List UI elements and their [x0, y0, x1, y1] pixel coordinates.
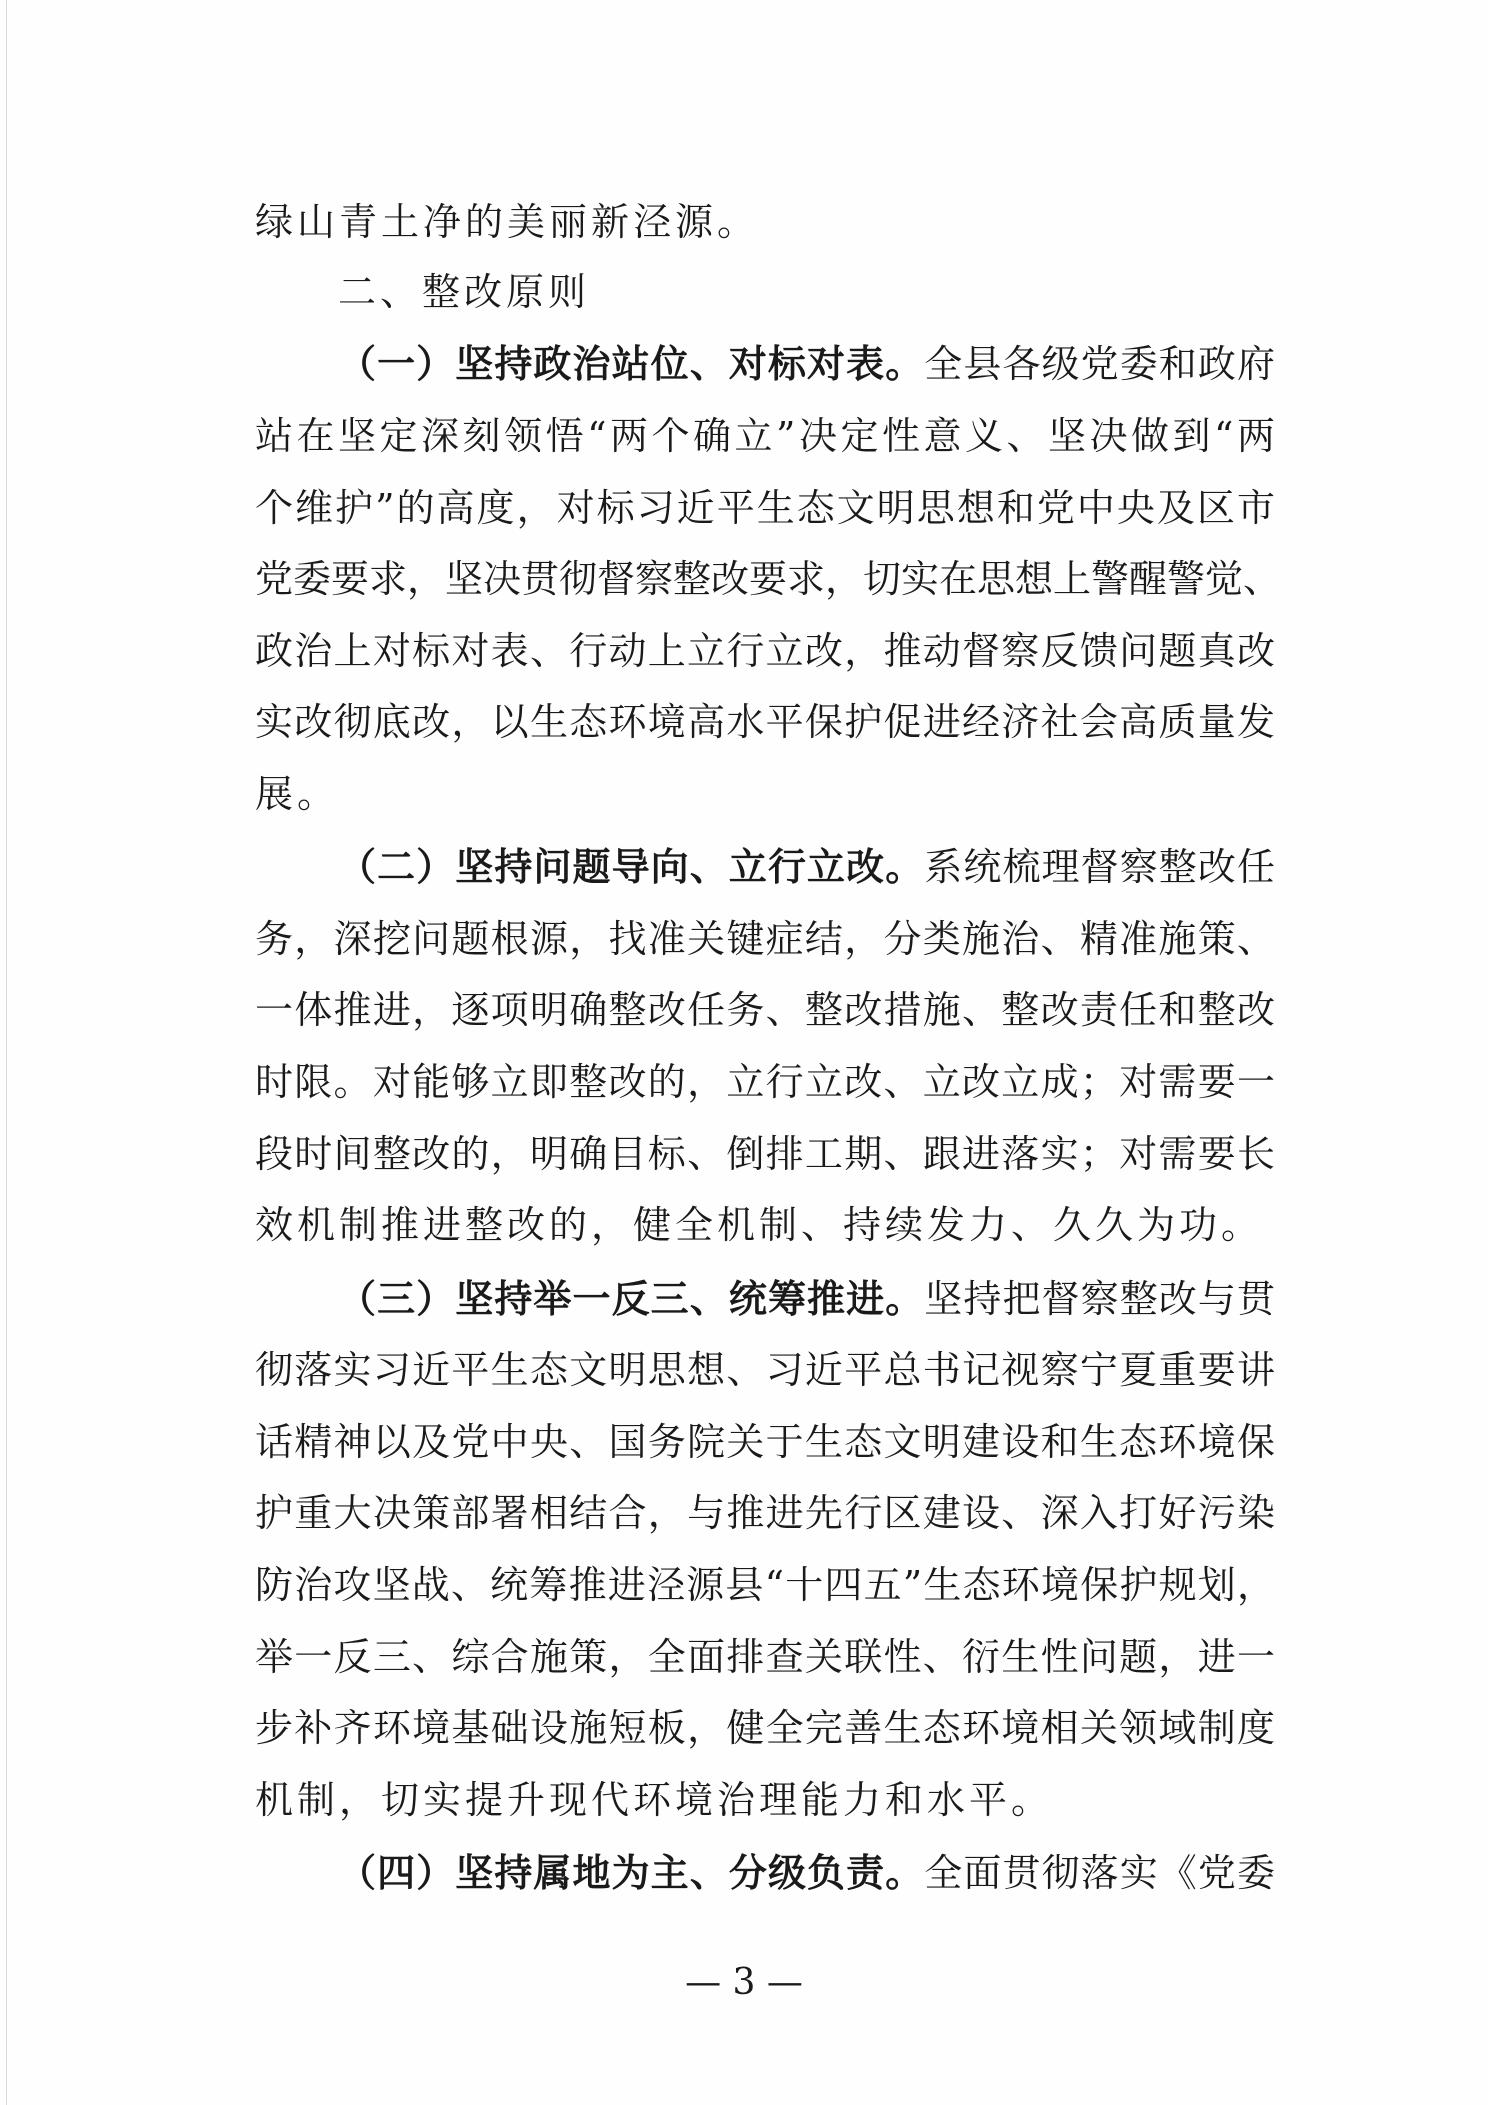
text-line: 政治上对标对表、行动上立行立改，推动督察反馈问题真改 — [255, 629, 1275, 673]
text-line: 彻落实习近平生态文明思想、习近平总书记视察宁夏重要讲 — [255, 1348, 1275, 1392]
bold-heading: （三）坚持举一反三、统筹推进。 — [338, 1277, 925, 1321]
text-line: 效机制推进整改的，健全机制、持续发力、久久为功。 — [255, 1203, 1264, 1247]
text-line: 段时间整改的，明确目标、倒排工期、跟进落实；对需要长 — [255, 1132, 1275, 1176]
text-line: 时限。对能够立即整改的，立行立改、立改立成；对需要一 — [255, 1060, 1275, 1104]
page-number: — 3 — — [685, 1962, 803, 2003]
text-line: 话精神以及党中央、国务院关于生态文明建设和生态环境保 — [255, 1420, 1275, 1464]
bold-heading: （一）坚持政治站位、对标对表。 — [338, 342, 925, 386]
paragraph-4-lead: （四）坚持属地为主、分级负责。全面贯彻落实《党委 — [338, 1851, 1275, 1895]
section-heading: 二、整改原则 — [338, 270, 591, 314]
paragraph-2-lead: （二）坚持问题导向、立行立改。系统梳理督察整改任 — [338, 845, 1275, 889]
page-edge — [6, 0, 7, 2105]
bold-heading: （四）坚持属地为主、分级负责。 — [338, 1851, 925, 1895]
text-line: 站在坚定深刻领悟“两个确立”决定性意义、坚决做到“两 — [255, 414, 1275, 458]
text-line: 防治攻坚战、统筹推进泾源县“十四五”生态环境保护规划， — [255, 1563, 1275, 1607]
text-line: 举一反三、综合施策，全面排查关联性、衍生性问题，进一 — [255, 1635, 1275, 1679]
text-line: 一体推进，逐项明确整改任务、整改措施、整改责任和整改 — [255, 988, 1275, 1032]
text-line: 绿山青土净的美丽新泾源。 — [255, 200, 760, 244]
paragraph-1-lead: （一）坚持政治站位、对标对表。全县各级党委和政府 — [338, 342, 1275, 386]
text-line: 步补齐环境基础设施短板，健全完善生态环境相关领域制度 — [255, 1706, 1275, 1750]
text-line: 护重大决策部署相结合，与推进先行区建设、深入打好污染 — [255, 1491, 1275, 1535]
text-line: 个维护”的高度，对标习近平生态文明思想和党中央及区市 — [255, 486, 1275, 530]
text-line: 展。 — [255, 772, 340, 816]
text-line: 机制，切实提升现代环境治理能力和水平。 — [255, 1778, 1054, 1822]
text-line: 务，深挖问题根源，找准关键症结，分类施治、精准施策、 — [255, 917, 1275, 961]
paragraph-3-lead: （三）坚持举一反三、统筹推进。坚持把督察整改与贯 — [338, 1277, 1275, 1321]
text-line: 实改彻底改，以生态环境高水平保护促进经济社会高质量发 — [255, 700, 1275, 744]
text-line: 党委要求，坚决贯彻督察整改要求，切实在思想上警醒警觉、 — [255, 557, 1282, 601]
bold-heading: （二）坚持问题导向、立行立改。 — [338, 845, 925, 889]
